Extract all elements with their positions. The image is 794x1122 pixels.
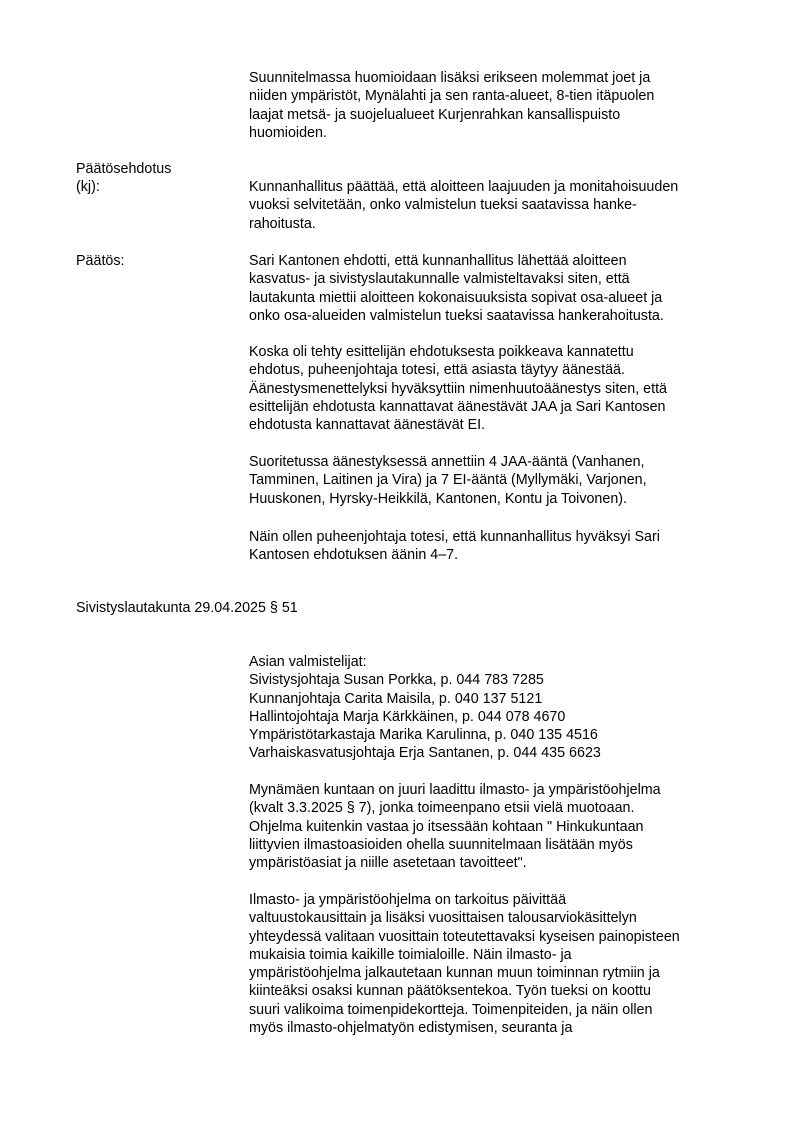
intro-paragraph — [249, 69, 654, 142]
text-line: valtuustokausittain ja lisäksi vuosittaisen talousarviokäsittelyn — [249, 910, 637, 927]
text-line: yhteydessä valitaan vuosittain toteutettavaksi kyseisen painopisteen — [249, 928, 680, 945]
decision-paragraph-2 — [249, 343, 667, 434]
text-line: Äänestysmenettelyksi hyväksyttiin nimenhuutoäänestys siten, että — [249, 380, 668, 397]
text-line: Mynämäen kuntaan on juuri laadittu ilmasto- ja ympäristöohjelma — [249, 782, 661, 798]
text-line: Suunnitelmassa huomioidaan lisäksi erikseen molemmat joet ja — [249, 70, 651, 86]
text-line: kasvatus- ja sivistyslautakunnalle valmisteltavaksi siten, että — [249, 271, 630, 288]
text-line: Varhaiskasvatusjohtaja Erja Santanen, p. 044 435 6623 — [249, 745, 601, 762]
text-line: Huuskonen, Hyrsky-Heikkilä, Kantonen, Kontu ja Toivonen). — [249, 490, 628, 507]
label-line: Päätösehdotus — [76, 161, 172, 177]
text-line: esittelijän ehdotusta kannattavat äänestävät JAA ja Sari Kantosen — [249, 398, 666, 415]
text-line: Kunnanjohtaja Carita Maisila, p. 040 137 5121 — [249, 690, 543, 707]
decision-paragraph-3 — [249, 453, 647, 508]
text-line: onko osa-alueiden valmistelun tueksi saatavissa hankerahoitusta. — [249, 307, 664, 324]
text-line: (kvalt 3.3.2025 § 7), jonka toimeenpano etsii vielä muotoaan. — [249, 800, 635, 817]
text-line: Hallintojohtaja Marja Kärkkäinen, p. 044 078 4670 — [249, 708, 566, 725]
text-line: myös ilmasto-ohjelmatyön edistymisen, seuranta ja — [249, 1020, 573, 1037]
text-line: Tamminen, Laitinen ja Vira) ja 7 EI-ääntä (Myllymäki, Varjonen, — [249, 472, 647, 489]
text-line: Asian valmistelijat: — [249, 654, 367, 670]
text-line: liittyvien ilmastoasioiden ohella suunnitelmaan lisätään myös — [249, 836, 633, 853]
proposal-text — [249, 178, 678, 233]
text-line: suuri valikoima toimenpidekortteja. Toimenpiteiden, ja näin ollen — [249, 1001, 653, 1018]
text-line: Näin ollen puheenjohtaja totesi, että kunnanhallitus hyväksyi Sari — [249, 529, 660, 545]
decision-paragraph-4 — [249, 528, 660, 565]
text-line: ehdotusta kannattavat äänestävät EI. — [249, 417, 486, 434]
text-line: Kunnanhallitus päättää, että aloitteen laajuuden ja monitahoisuuden — [249, 179, 679, 195]
text-line: vuoksi selvitetään, onko valmistelun tueksi saatavissa hanke- — [249, 197, 637, 214]
text-line: Sari Kantonen ehdotti, että kunnanhallitus lähettää aloitteen — [249, 253, 627, 269]
text-line: Suoritetussa äänestyksessä annettiin 4 JAA-ääntä (Vanhanen, — [249, 454, 645, 470]
section-heading: Sivistyslautakunta 29.04.2025 § 51 — [76, 600, 298, 616]
body-paragraph-2 — [249, 891, 680, 1037]
text-line: ehdotus, puheenjohtaja totesi, että asiasta täytyy äänestää. — [249, 362, 625, 379]
text-line: Ympäristötarkastaja Marika Karulinna, p. 040 135 4516 — [249, 727, 598, 744]
text-line: Koska oli tehty esittelijän ehdotuksesta poikkeava kannatettu — [249, 344, 634, 360]
text-line: kiinteäksi osaksi kunnan päätöksentekoa. Työn tueksi on koottu — [249, 983, 651, 1000]
text-line: Kantosen ehdotuksen äänin 4–7. — [249, 547, 459, 564]
text-line: mukaisia toimia kaikille toimialoille. Näin ilmasto- ja — [249, 946, 572, 963]
decision-paragraph-1 — [249, 252, 664, 325]
text-line: Ohjelma kuitenkin vastaa jo itsessään kohtaan " Hinkukuntaan — [249, 818, 644, 835]
text-line: huomioiden. — [249, 124, 327, 141]
text-line: ympäristöasiat ja niille asetetaan tavoitteet". — [249, 855, 527, 872]
body-paragraph-1 — [249, 781, 661, 872]
text-line: Ilmasto- ja ympäristöohjelma on tarkoitus päivittää — [249, 892, 567, 908]
text-line: lautakunta miettii aloitteen kokonaisuuksista sopivat osa-alueet ja — [249, 289, 663, 306]
text-line: rahoitusta. — [249, 215, 316, 232]
decision-label: Päätös: — [76, 253, 125, 269]
preparers-list — [249, 653, 601, 763]
text-line: laajat metsä- ja suojelualueet Kurjenrahkan kansallispuisto — [249, 106, 621, 123]
proposal-label — [76, 160, 171, 197]
text-line: Sivistysjohtaja Susan Porkka, p. 044 783 7285 — [249, 672, 544, 689]
text-line: ympäristöohjelma jalkautetaan kunnan muun toiminnan rytmiin ja — [249, 965, 660, 982]
label-line: (kj): — [76, 179, 100, 196]
text-line: niiden ympäristöt, Mynälahti ja sen ranta-alueet, 8-tien itäpuolen — [249, 88, 655, 105]
